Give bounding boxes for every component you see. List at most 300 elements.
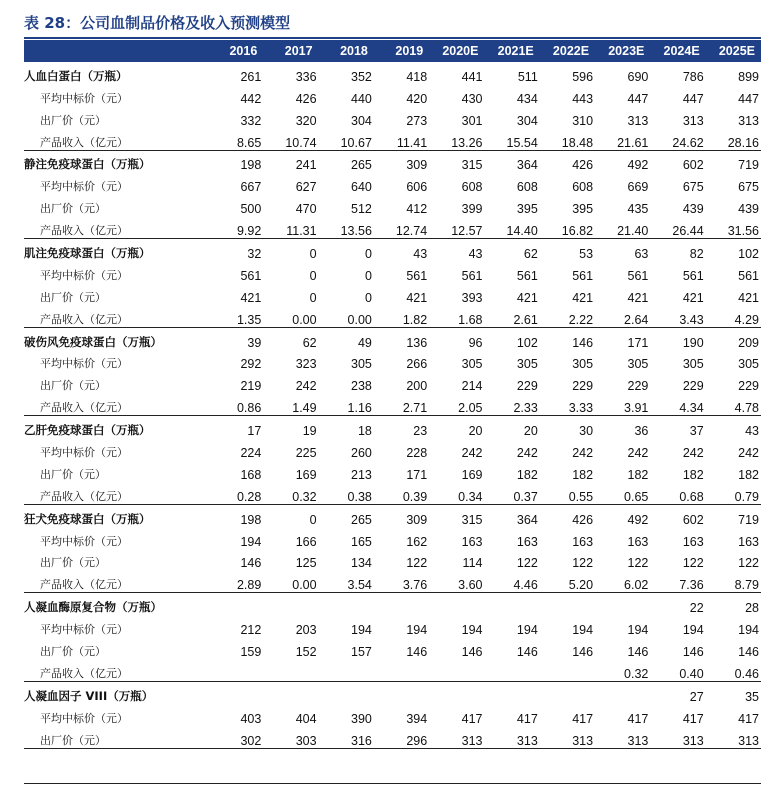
value-cell: 430 bbox=[461, 91, 483, 106]
metric-label: 平均中标价（元） bbox=[40, 711, 128, 725]
value-cell bbox=[208, 593, 263, 615]
value-cell bbox=[484, 659, 539, 681]
value-cell: 224 bbox=[240, 446, 262, 461]
value-cell: 18 bbox=[357, 424, 372, 439]
value-cell: 313 bbox=[627, 113, 649, 128]
value-cell: 675 bbox=[738, 180, 759, 195]
value-cell: 417 bbox=[627, 711, 649, 726]
value-cell bbox=[429, 681, 484, 703]
value-cell: 336 bbox=[295, 69, 317, 84]
product-row bbox=[24, 327, 761, 349]
value-cell: 229 bbox=[738, 379, 759, 394]
value-cell: 364 bbox=[516, 158, 538, 173]
value-cell: 2.22 bbox=[540, 305, 595, 327]
value-cell: 608 bbox=[461, 180, 483, 195]
value-cell bbox=[319, 681, 374, 703]
value-cell: 39 bbox=[247, 335, 262, 350]
year-header: 2021E bbox=[484, 40, 539, 62]
value-cell: 352 bbox=[351, 69, 372, 84]
table-row bbox=[24, 704, 761, 726]
value-cell: 242 bbox=[682, 446, 704, 461]
value-cell: 194 bbox=[461, 623, 483, 638]
header-row bbox=[24, 40, 761, 62]
value-cell: 0.40 bbox=[650, 659, 705, 681]
metric-label: 产品收入（亿元） bbox=[24, 570, 208, 592]
value-cell: 265 bbox=[351, 158, 372, 173]
metric-label: 平均中标价（元） bbox=[40, 446, 128, 460]
value-cell: 395 bbox=[516, 202, 538, 217]
value-cell: 561 bbox=[240, 268, 262, 283]
value-cell bbox=[263, 681, 318, 703]
value-cell: 561 bbox=[682, 268, 704, 283]
value-cell bbox=[540, 681, 595, 703]
value-cell: 441 bbox=[461, 69, 483, 84]
value-cell: 242 bbox=[516, 446, 538, 461]
value-cell: 30 bbox=[579, 424, 594, 439]
value-cell: 168 bbox=[240, 467, 262, 482]
value-cell: 0 bbox=[364, 247, 372, 262]
value-cell: 511 bbox=[517, 69, 538, 84]
metric-label: 出厂价（元） bbox=[40, 467, 106, 481]
value-cell: 305 bbox=[516, 357, 538, 372]
value-cell: 169 bbox=[295, 467, 317, 482]
value-cell: 492 bbox=[627, 512, 649, 527]
product-label: 肌注免疫球蛋白（万瓶） bbox=[24, 246, 151, 261]
metric-label: 产品收入（亿元） bbox=[24, 305, 208, 327]
value-cell: 163 bbox=[682, 534, 704, 549]
value-cell: 27 bbox=[689, 689, 704, 704]
value-cell: 43 bbox=[413, 247, 428, 262]
value-cell: 640 bbox=[351, 180, 372, 195]
value-cell: 122 bbox=[682, 556, 704, 571]
metric-label: 平均中标价（元） bbox=[40, 180, 128, 194]
value-cell: 675 bbox=[682, 180, 704, 195]
year-header: 2019 bbox=[374, 40, 429, 62]
value-cell: 20 bbox=[523, 424, 538, 439]
value-cell: 214 bbox=[461, 379, 483, 394]
value-cell: 11.31 bbox=[263, 216, 318, 238]
year-header: 2016 bbox=[208, 40, 263, 62]
product-row bbox=[24, 681, 761, 703]
value-cell: 0 bbox=[309, 247, 317, 262]
value-cell: 102 bbox=[516, 335, 538, 350]
metric-label: 出厂价（元） bbox=[40, 645, 106, 659]
value-cell: 146 bbox=[406, 645, 428, 660]
value-cell: 169 bbox=[461, 467, 483, 482]
value-cell bbox=[540, 659, 595, 681]
value-cell: 313 bbox=[484, 726, 539, 748]
value-cell: 418 bbox=[406, 69, 428, 84]
value-cell: 305 bbox=[682, 357, 704, 372]
value-cell: 304 bbox=[351, 113, 372, 128]
product-label: 静注免疫球蛋白（万瓶） bbox=[24, 157, 151, 172]
value-cell: 194 bbox=[240, 534, 262, 549]
value-cell: 194 bbox=[572, 623, 594, 638]
value-cell: 182 bbox=[572, 467, 594, 482]
value-cell: 146 bbox=[738, 645, 759, 660]
value-cell: 470 bbox=[295, 202, 317, 217]
value-cell: 606 bbox=[406, 180, 428, 195]
value-cell: 395 bbox=[572, 202, 594, 217]
value-cell: 302 bbox=[208, 726, 263, 748]
value-cell: 316 bbox=[319, 726, 374, 748]
value-cell: 305 bbox=[572, 357, 594, 372]
value-cell: 194 bbox=[351, 623, 372, 638]
value-cell: 157 bbox=[351, 645, 372, 660]
value-cell: 225 bbox=[295, 446, 317, 461]
value-cell: 82 bbox=[689, 247, 704, 262]
value-cell: 596 bbox=[572, 69, 594, 84]
value-cell: 194 bbox=[627, 623, 649, 638]
table-row bbox=[24, 570, 761, 592]
value-cell: 0.38 bbox=[319, 482, 374, 504]
value-cell: 122 bbox=[406, 556, 428, 571]
metric-label: 产品收入（亿元） bbox=[24, 216, 208, 238]
header-label-cell bbox=[24, 40, 208, 62]
value-cell: 439 bbox=[738, 202, 759, 217]
value-cell: 602 bbox=[682, 512, 704, 527]
year-header: 2022E bbox=[540, 40, 595, 62]
value-cell: 0.00 bbox=[319, 305, 374, 327]
value-cell: 4.29 bbox=[706, 305, 761, 327]
value-cell: 426 bbox=[572, 512, 594, 527]
value-cell: 500 bbox=[240, 202, 262, 217]
bottom-rule bbox=[24, 783, 761, 784]
value-cell: 403 bbox=[240, 711, 262, 726]
table-row bbox=[24, 371, 761, 393]
value-cell: 561 bbox=[516, 268, 538, 283]
product-label: 破伤风免疫球蛋白（万瓶） bbox=[24, 334, 162, 349]
year-header: 2024E bbox=[650, 40, 705, 62]
value-cell: 4.46 bbox=[484, 570, 539, 592]
value-cell: 3.60 bbox=[429, 570, 484, 592]
value-cell: 3.43 bbox=[650, 305, 705, 327]
value-cell: 9.92 bbox=[208, 216, 263, 238]
table-row bbox=[24, 549, 761, 571]
value-cell: 171 bbox=[627, 335, 649, 350]
value-cell: 669 bbox=[627, 180, 649, 195]
value-cell bbox=[374, 659, 429, 681]
value-cell: 194 bbox=[682, 623, 704, 638]
value-cell: 36 bbox=[634, 424, 649, 439]
value-cell: 0.34 bbox=[429, 482, 484, 504]
value-cell: 421 bbox=[682, 290, 704, 305]
value-cell: 512 bbox=[351, 202, 372, 217]
value-cell: 561 bbox=[572, 268, 594, 283]
value-cell: 209 bbox=[738, 335, 759, 350]
value-cell: 146 bbox=[461, 645, 483, 660]
value-cell: 229 bbox=[627, 379, 649, 394]
metric-label: 产品收入（亿元） bbox=[24, 482, 208, 504]
value-cell: 62 bbox=[302, 335, 317, 350]
product-label: 狂犬免疫球蛋白（万瓶） bbox=[24, 511, 151, 526]
value-cell: 194 bbox=[738, 623, 759, 638]
value-cell: 439 bbox=[682, 202, 704, 217]
value-cell: 412 bbox=[406, 202, 428, 217]
value-cell bbox=[263, 593, 318, 615]
value-cell: 364 bbox=[516, 512, 538, 527]
value-cell: 125 bbox=[295, 556, 317, 571]
value-cell: 241 bbox=[295, 158, 317, 173]
value-cell: 12.57 bbox=[429, 216, 484, 238]
value-cell: 0 bbox=[309, 290, 317, 305]
value-cell: 122 bbox=[572, 556, 594, 571]
value-cell bbox=[319, 659, 374, 681]
value-cell: 23 bbox=[413, 424, 428, 439]
value-cell: 13.26 bbox=[429, 128, 484, 150]
product-label: 人凝血酶原复合物（万瓶） bbox=[24, 600, 162, 615]
table-row bbox=[24, 106, 761, 128]
value-cell: 159 bbox=[240, 645, 262, 660]
value-cell: 182 bbox=[516, 467, 538, 482]
value-cell: 198 bbox=[240, 512, 262, 527]
value-cell bbox=[208, 681, 263, 703]
value-cell: 163 bbox=[516, 534, 538, 549]
value-cell: 310 bbox=[572, 113, 594, 128]
table-row bbox=[24, 460, 761, 482]
value-cell: 0.00 bbox=[263, 305, 318, 327]
value-cell: 200 bbox=[406, 379, 428, 394]
value-cell: 719 bbox=[738, 158, 759, 173]
metric-label: 出厂价（元） bbox=[40, 379, 106, 393]
value-cell: 166 bbox=[295, 534, 317, 549]
value-cell: 265 bbox=[351, 512, 372, 527]
value-cell: 165 bbox=[351, 534, 372, 549]
value-cell: 14.40 bbox=[484, 216, 539, 238]
value-cell: 20 bbox=[468, 424, 483, 439]
value-cell: 313 bbox=[706, 726, 761, 748]
metric-label: 出厂价（元） bbox=[24, 726, 208, 748]
value-cell: 3.33 bbox=[540, 393, 595, 415]
value-cell: 229 bbox=[516, 379, 538, 394]
value-cell: 323 bbox=[295, 357, 317, 372]
year-header: 2023E bbox=[595, 40, 650, 62]
value-cell: 37 bbox=[689, 424, 704, 439]
value-cell: 0.32 bbox=[263, 482, 318, 504]
value-cell: 242 bbox=[572, 446, 594, 461]
value-cell: 1.16 bbox=[319, 393, 374, 415]
value-cell: 435 bbox=[627, 202, 649, 217]
product-label: 人凝血因子 VIII（万瓶） bbox=[24, 688, 154, 703]
value-cell: 561 bbox=[738, 268, 759, 283]
value-cell: 21.61 bbox=[595, 128, 650, 150]
value-cell: 163 bbox=[738, 534, 759, 549]
value-cell: 7.36 bbox=[650, 570, 705, 592]
value-cell: 5.20 bbox=[540, 570, 595, 592]
value-cell: 292 bbox=[240, 357, 262, 372]
value-cell: 242 bbox=[627, 446, 649, 461]
value-cell: 417 bbox=[461, 711, 483, 726]
value-cell: 313 bbox=[595, 726, 650, 748]
value-cell: 667 bbox=[240, 180, 262, 195]
value-cell: 3.91 bbox=[595, 393, 650, 415]
value-cell: 421 bbox=[738, 290, 759, 305]
metric-label: 产品收入（亿元） bbox=[24, 393, 208, 415]
value-cell: 421 bbox=[572, 290, 594, 305]
value-cell: 63 bbox=[634, 247, 649, 262]
value-cell: 421 bbox=[627, 290, 649, 305]
value-cell: 719 bbox=[738, 512, 759, 527]
value-cell: 627 bbox=[295, 180, 317, 195]
value-cell: 786 bbox=[682, 69, 704, 84]
value-cell: 1.68 bbox=[429, 305, 484, 327]
value-cell: 229 bbox=[572, 379, 594, 394]
product-row bbox=[24, 504, 761, 526]
product-row bbox=[24, 593, 761, 615]
table-row bbox=[24, 261, 761, 283]
value-cell: 899 bbox=[738, 69, 759, 84]
value-cell: 260 bbox=[351, 446, 372, 461]
value-cell: 390 bbox=[351, 711, 372, 726]
value-cell: 305 bbox=[738, 357, 759, 372]
value-cell: 203 bbox=[295, 623, 317, 638]
value-cell: 0 bbox=[364, 290, 372, 305]
product-label: 乙肝免疫球蛋白（万瓶） bbox=[24, 423, 151, 438]
value-cell: 18.48 bbox=[540, 128, 595, 150]
value-cell: 417 bbox=[738, 711, 759, 726]
metric-label: 产品收入（亿元） bbox=[24, 659, 208, 681]
year-header: 2025E bbox=[706, 40, 761, 62]
value-cell: 1.35 bbox=[208, 305, 263, 327]
value-cell: 0 bbox=[309, 268, 317, 283]
year-header: 2018 bbox=[319, 40, 374, 62]
metric-label: 平均中标价（元） bbox=[40, 91, 128, 105]
value-cell: 146 bbox=[627, 645, 649, 660]
value-cell: 0 bbox=[364, 268, 372, 283]
value-cell: 602 bbox=[682, 158, 704, 173]
value-cell: 15.54 bbox=[484, 128, 539, 150]
value-cell: 163 bbox=[627, 534, 649, 549]
value-cell: 2.61 bbox=[484, 305, 539, 327]
value-cell: 0.39 bbox=[374, 482, 429, 504]
value-cell: 442 bbox=[240, 91, 262, 106]
value-cell: 0.79 bbox=[706, 482, 761, 504]
value-cell: 0.00 bbox=[263, 570, 318, 592]
value-cell: 122 bbox=[738, 556, 759, 571]
value-cell: 313 bbox=[540, 726, 595, 748]
value-cell: 13.56 bbox=[319, 216, 374, 238]
metric-label: 平均中标价（元） bbox=[40, 534, 128, 548]
value-cell: 399 bbox=[461, 202, 483, 217]
title-rule bbox=[24, 37, 761, 39]
value-cell: 608 bbox=[572, 180, 594, 195]
value-cell: 315 bbox=[461, 158, 483, 173]
value-cell bbox=[595, 681, 650, 703]
table-row bbox=[24, 659, 761, 681]
value-cell: 53 bbox=[579, 247, 594, 262]
value-cell: 309 bbox=[406, 512, 428, 527]
value-cell: 296 bbox=[374, 726, 429, 748]
value-cell: 1.49 bbox=[263, 393, 318, 415]
value-cell: 447 bbox=[682, 91, 704, 106]
value-cell: 3.76 bbox=[374, 570, 429, 592]
value-cell: 404 bbox=[295, 711, 317, 726]
value-cell: 102 bbox=[738, 247, 759, 262]
value-cell: 303 bbox=[263, 726, 318, 748]
value-cell: 35 bbox=[745, 689, 759, 704]
value-cell: 10.74 bbox=[263, 128, 318, 150]
value-cell: 313 bbox=[682, 113, 704, 128]
year-header: 2020E bbox=[429, 40, 484, 62]
value-cell: 0.65 bbox=[595, 482, 650, 504]
metric-label: 出厂价（元） bbox=[40, 202, 106, 216]
value-cell: 16.82 bbox=[540, 216, 595, 238]
value-cell: 266 bbox=[406, 357, 428, 372]
value-cell: 421 bbox=[240, 290, 262, 305]
product-row bbox=[24, 150, 761, 172]
year-header: 2017 bbox=[263, 40, 318, 62]
value-cell: 182 bbox=[738, 467, 759, 482]
value-cell: 313 bbox=[650, 726, 705, 748]
value-cell: 242 bbox=[738, 446, 759, 461]
value-cell: 22 bbox=[689, 601, 704, 616]
metric-label: 出厂价（元） bbox=[40, 556, 106, 570]
table-row bbox=[24, 84, 761, 106]
value-cell: 421 bbox=[406, 290, 428, 305]
value-cell: 62 bbox=[523, 247, 538, 262]
value-cell: 96 bbox=[468, 335, 483, 350]
value-cell: 190 bbox=[682, 335, 704, 350]
metric-label: 平均中标价（元） bbox=[40, 268, 128, 282]
value-cell: 492 bbox=[627, 158, 649, 173]
value-cell bbox=[429, 659, 484, 681]
table-row bbox=[24, 172, 761, 194]
value-cell: 440 bbox=[351, 91, 372, 106]
value-cell: 198 bbox=[240, 158, 262, 173]
product-label: 人血白蛋白（万瓶） bbox=[24, 68, 128, 83]
table-title: 表 28：公司血制品价格及收入预测模型 bbox=[24, 14, 291, 32]
table-row bbox=[24, 350, 761, 372]
value-cell: 134 bbox=[351, 556, 372, 571]
value-cell: 447 bbox=[738, 91, 759, 106]
value-cell bbox=[595, 593, 650, 615]
value-cell bbox=[484, 593, 539, 615]
value-cell bbox=[429, 593, 484, 615]
value-cell bbox=[208, 659, 263, 681]
value-cell: 394 bbox=[406, 711, 428, 726]
value-cell: 320 bbox=[295, 113, 317, 128]
value-cell: 229 bbox=[682, 379, 704, 394]
value-cell: 0.28 bbox=[208, 482, 263, 504]
value-cell: 608 bbox=[516, 180, 538, 195]
value-cell: 420 bbox=[406, 91, 428, 106]
value-cell: 305 bbox=[461, 357, 483, 372]
value-cell: 212 bbox=[240, 623, 262, 638]
value-cell: 17 bbox=[247, 424, 262, 439]
value-cell: 0.68 bbox=[650, 482, 705, 504]
value-cell: 146 bbox=[682, 645, 704, 660]
value-cell: 10.67 bbox=[319, 128, 374, 150]
value-cell: 6.02 bbox=[595, 570, 650, 592]
metric-label: 出厂价（元） bbox=[40, 113, 106, 127]
value-cell: 690 bbox=[627, 69, 649, 84]
forecast-table bbox=[24, 40, 761, 749]
value-cell: 417 bbox=[682, 711, 704, 726]
value-cell: 24.62 bbox=[650, 128, 705, 150]
value-cell: 561 bbox=[406, 268, 428, 283]
value-cell: 561 bbox=[627, 268, 649, 283]
value-cell bbox=[484, 681, 539, 703]
value-cell: 122 bbox=[516, 556, 538, 571]
value-cell: 0.55 bbox=[540, 482, 595, 504]
value-cell: 421 bbox=[516, 290, 538, 305]
value-cell: 162 bbox=[406, 534, 428, 549]
product-row bbox=[24, 62, 761, 84]
value-cell: 171 bbox=[406, 467, 428, 482]
value-cell: 163 bbox=[572, 534, 594, 549]
value-cell: 238 bbox=[351, 379, 372, 394]
value-cell: 194 bbox=[406, 623, 428, 638]
